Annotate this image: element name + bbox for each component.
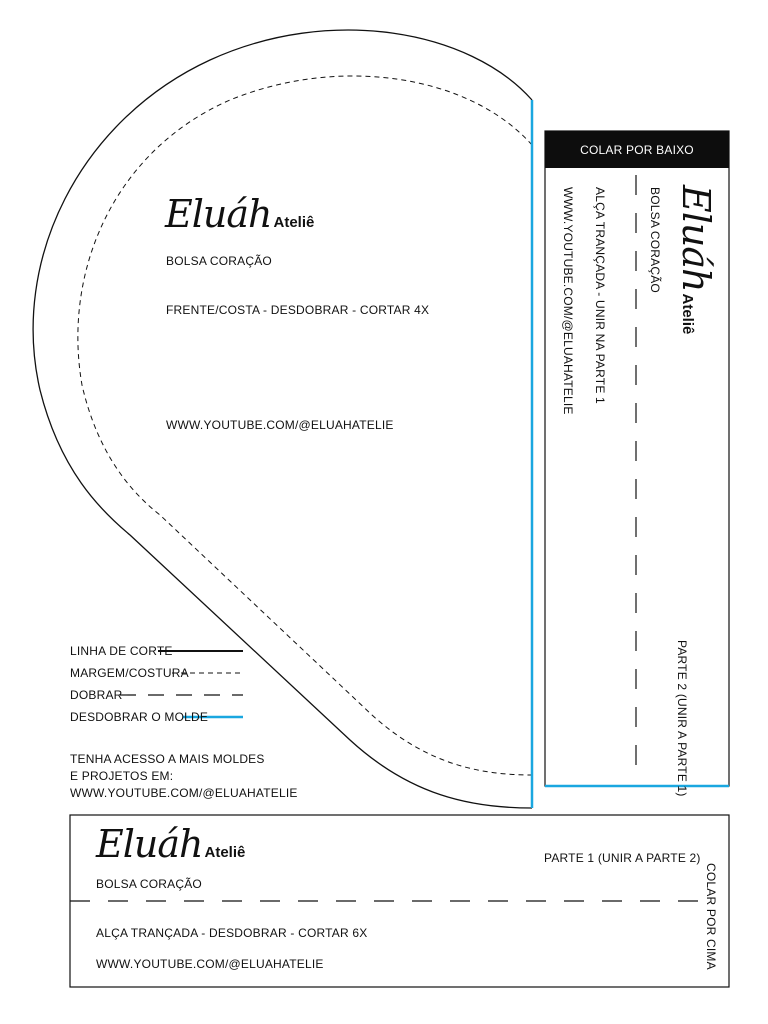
strap-part2-header: COLAR POR BAIXO [580,143,694,157]
strap-part1-part-label: PARTE 1 (UNIR A PARTE 2) [544,851,701,865]
strap-part2-brand-script: Eluáh [674,185,718,292]
brand-word: Ateliê [273,214,315,231]
legend-unfold-label: DESDOBRAR O MOLDE [70,710,209,724]
strap-part2-part-label: PARTE 2 (UNIR A PARTE 1) [675,640,689,797]
legend-fold-label: DOBRAR [70,688,123,702]
strap-part1-brand-script: Eluáh [96,822,203,866]
brand-script: Eluáh [165,192,272,236]
strap-part2-brand-word: Ateliê [679,293,696,335]
promo-line2: E PROJETOS EM: [70,769,174,783]
heart-url: WWW.YOUTUBE.COM/@ELUAHATELIE [166,418,394,432]
legend-cut-label: LINHA DE CORTE [70,644,173,658]
heart-title: BOLSA CORAÇÃO [166,254,272,268]
strap-part2-title: BOLSA CORAÇÃO [648,187,662,293]
strap-part1-title: BOLSA CORAÇÃO [96,877,202,891]
legend-seam-label: MARGEM/COSTURA [70,666,189,680]
promo-line1: TENHA ACESSO A MAIS MOLDES [70,752,265,766]
strap-part2-instruction: ALÇA TRANÇADA - UNIR NA PARTE 1 [593,187,607,404]
promo-line3: WWW.YOUTUBE.COM/@ELUAHATELIE [70,786,298,800]
strap-part2-url: WWW.YOUTUBE.COM/@ELUAHATELIE [561,187,575,415]
strap-part1-url: WWW.YOUTUBE.COM/@ELUAHATELIE [96,957,324,971]
strap-part1-brand-logo [96,822,245,866]
heart-brand-logo [165,192,314,236]
strap-part1-brand-word: Ateliê [204,844,246,861]
strap-part2-brand-logo [674,185,718,334]
strap-part1-instruction: ALÇA TRANÇADA - DESDOBRAR - CORTAR 6X [96,926,368,940]
strap-part1-side-label: COLAR POR CIMA [704,863,718,970]
heart-instruction: FRENTE/COSTA - DESDOBRAR - CORTAR 4X [166,303,430,317]
